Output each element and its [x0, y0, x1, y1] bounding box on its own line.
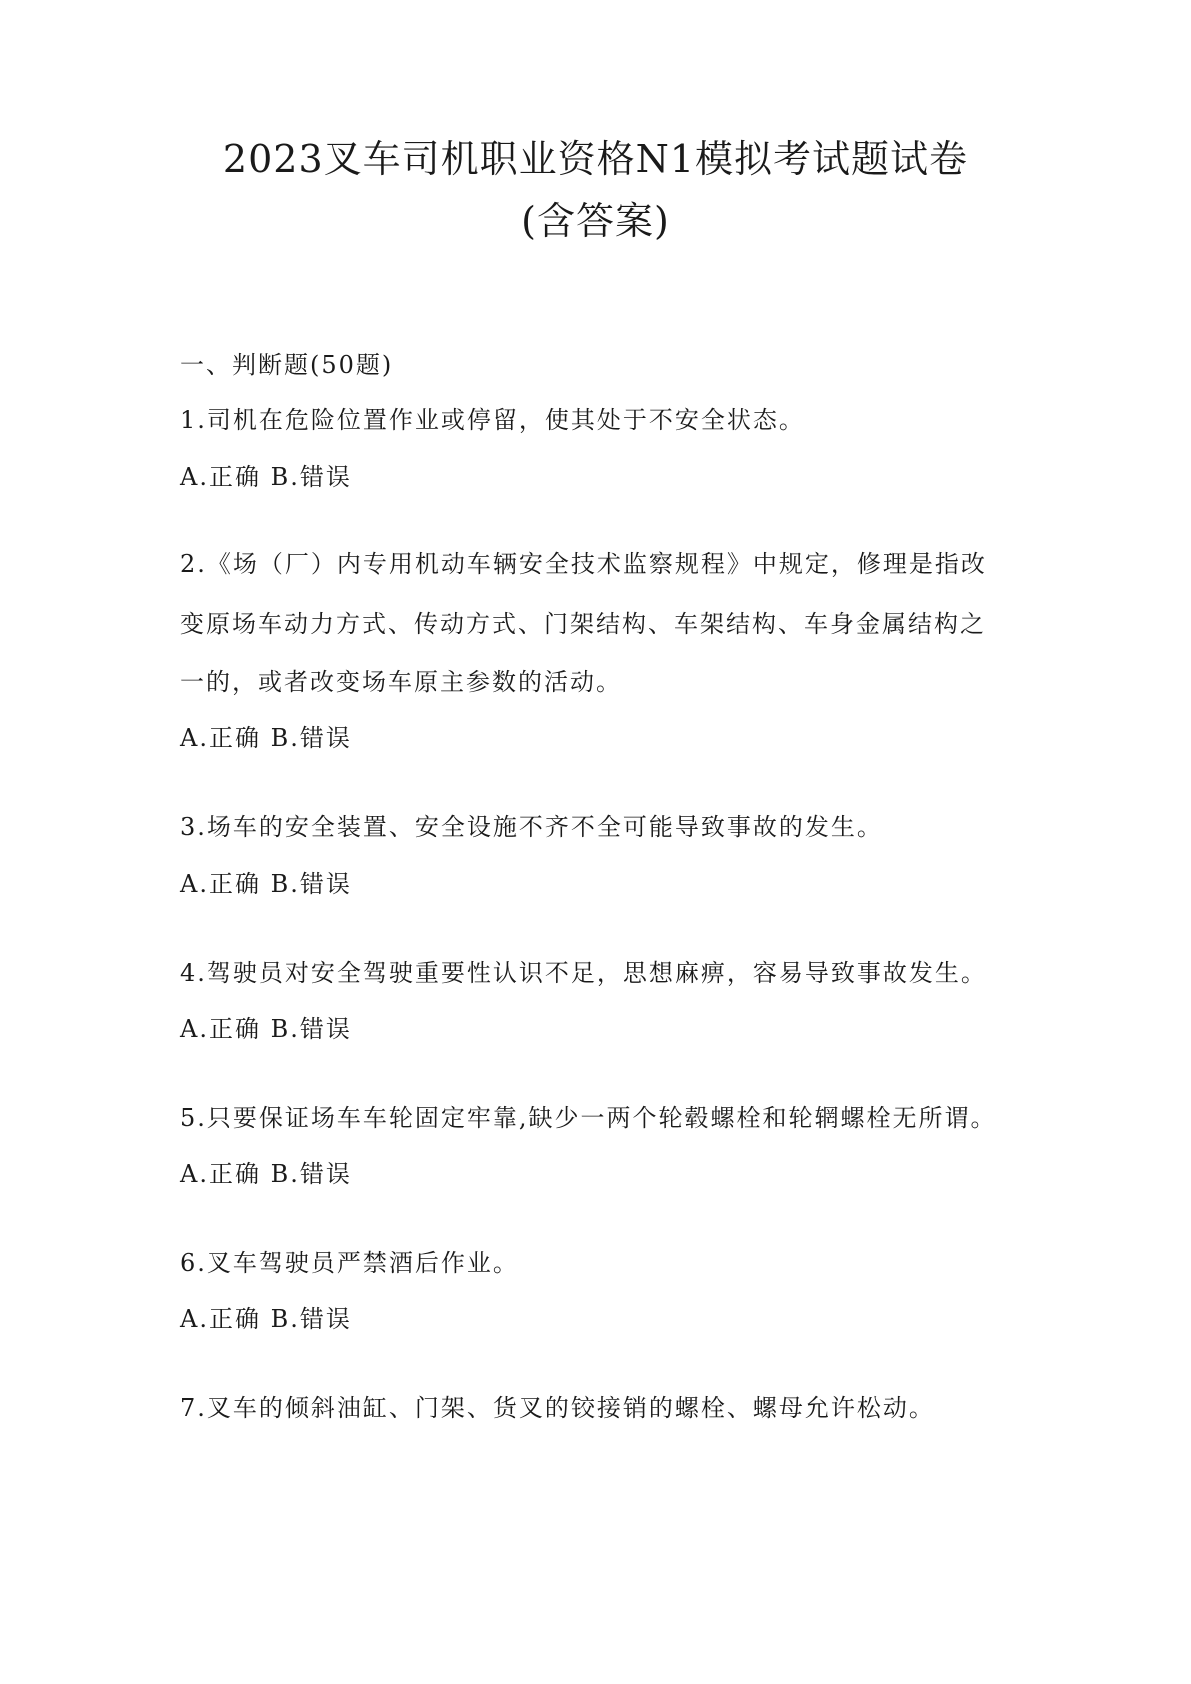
question-7-text: 7.叉车的倾斜油缸、门架、货叉的铰接销的螺栓、螺母允许松动。 — [180, 1394, 935, 1422]
question-6-options: A.正确 B.错误 — [180, 1305, 352, 1333]
document-title: 2023叉车司机职业资格N1模拟考试题试卷 — [222, 137, 969, 181]
section-heading: 一、判断题(50题) — [180, 351, 394, 379]
question-4-options: A.正确 B.错误 — [180, 1015, 352, 1043]
question-5-options: A.正确 B.错误 — [180, 1160, 352, 1188]
question-1-text: 1.司机在危险位置作业或停留，使其处于不安全状态。 — [180, 406, 805, 434]
question-2-text-line-3: 一的，或者改变场车原主参数的活动。 — [180, 668, 622, 696]
question-3-options: A.正确 B.错误 — [180, 870, 352, 898]
question-2-text-line-1: 2.《场（厂）内专用机动车辆安全技术监察规程》中规定，修理是指改 — [180, 550, 987, 578]
question-6-text: 6.叉车驾驶员严禁酒后作业。 — [180, 1249, 519, 1277]
question-5-text: 5.只要保证场车车轮固定牢靠,缺少一两个轮毂螺栓和轮辋螺栓无所谓。 — [180, 1104, 997, 1132]
question-3-text: 3.场车的安全装置、安全设施不齐不全可能导致事故的发生。 — [180, 813, 883, 841]
question-2-text-line-2: 变原场车动力方式、传动方式、门架结构、车架结构、车身金属结构之 — [180, 610, 986, 638]
question-2-options: A.正确 B.错误 — [180, 724, 352, 752]
question-1-options: A.正确 B.错误 — [180, 463, 352, 491]
document-subtitle: (含答案) — [521, 199, 670, 243]
question-4-text: 4.驾驶员对安全驾驶重要性认识不足，思想麻痹，容易导致事故发生。 — [180, 959, 987, 987]
